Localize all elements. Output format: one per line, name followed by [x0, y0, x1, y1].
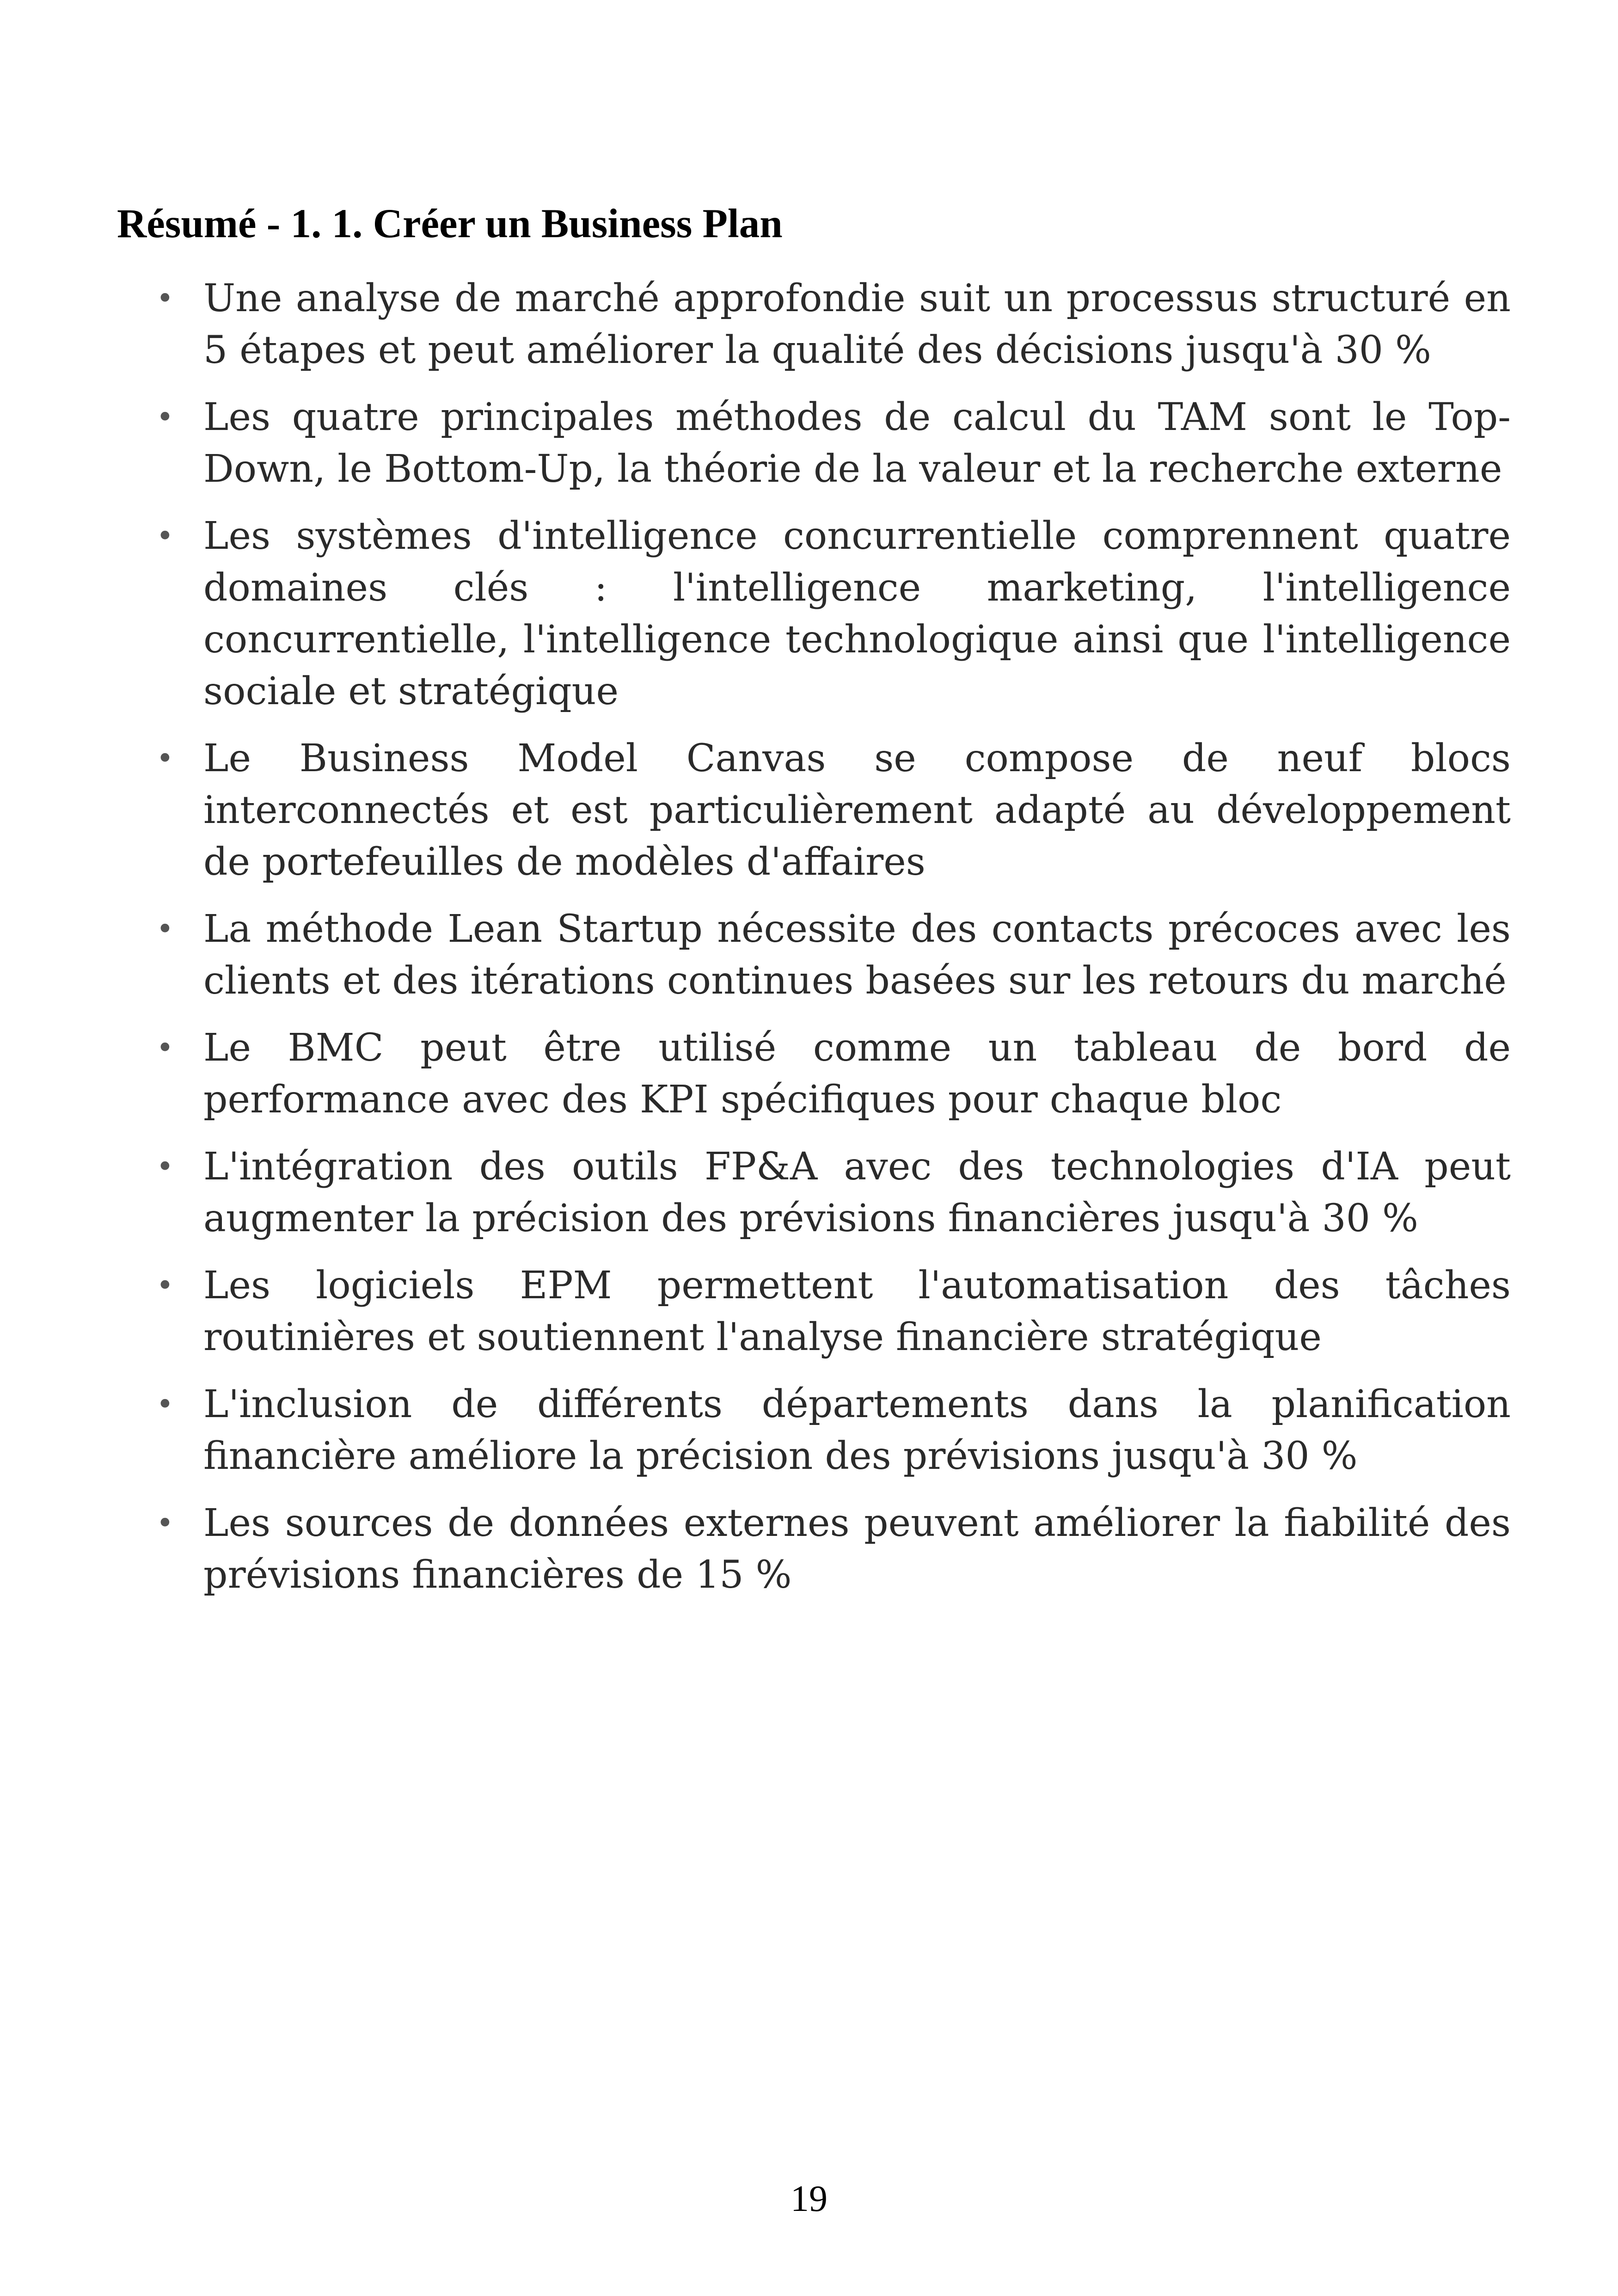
bullet-icon: • — [156, 912, 174, 946]
bullet-icon: • — [156, 1150, 174, 1184]
bullet-text: La méthode Lean Startup nécessite des contacts précoces avec les clients et des itérations continues basées sur les retours du marché — [203, 907, 1511, 1003]
section-heading: Résumé - 1. 1. Créer un Business Plan — [117, 201, 783, 246]
list-item — [156, 1022, 1511, 1126]
bullet-text: L'intégration des outils FP&A avec des technologies d'IA peut augmenter la précision des prévisions financières jusqu'à 30 % — [203, 1145, 1511, 1240]
bullet-icon: • — [156, 400, 174, 435]
bullet-text: Les systèmes d'intelligence concurrentielle comprennent quatre domaines clés : l'intelligence marketing, l'intelligence concurrentielle, l'intelligence technologique ainsi que l'intelligence sociale et stratégique — [203, 514, 1511, 713]
bullet-text: L'inclusion de différents départements dans la planification financière améliore la précision des prévisions jusqu'à 30 % — [203, 1382, 1511, 1478]
bullet-text: Le BMC peut être utilisé comme un tableau de bord de performance avec des KPI spécifiques pour chaque bloc — [203, 1026, 1511, 1122]
list-item — [156, 273, 1511, 376]
list-item — [156, 733, 1511, 888]
bullet-icon: • — [156, 519, 174, 553]
bullet-text: Les sources de données externes peuvent améliorer la fiabilité des prévisions financières de 15 % — [203, 1501, 1511, 1597]
list-item — [156, 903, 1511, 1007]
list-item — [156, 510, 1511, 718]
bullet-icon: • — [156, 1387, 174, 1422]
bullet-text: Les quatre principales méthodes de calcul du TAM sont le Top-Down, le Bottom-Up, la théorie de la valeur et la recherche externe — [203, 395, 1511, 491]
list-item — [156, 1498, 1511, 1601]
list-item — [156, 1141, 1511, 1245]
list-item — [156, 1260, 1511, 1363]
bullet-text: Les logiciels EPM permettent l'automatisation des tâches routinières et soutiennent l'analyse financière stratégique — [203, 1264, 1511, 1359]
bullet-icon: • — [156, 742, 174, 776]
summary-bullet-list — [156, 273, 1511, 1616]
bullet-text: Le Business Model Canvas se compose de neuf blocs interconnectés et est particulièrement adapté au développement de portefeuilles de modèles d'affaires — [203, 737, 1511, 884]
bullet-icon: • — [156, 1031, 174, 1065]
list-item — [156, 392, 1511, 495]
bullet-icon: • — [156, 1269, 174, 1303]
bullet-text: Une analyse de marché approfondie suit un processus structuré en 5 étapes et peut améliorer la qualité des décisions jusqu'à 30 % — [203, 276, 1511, 372]
bullet-icon: • — [156, 282, 174, 316]
list-item — [156, 1379, 1511, 1482]
page-number: 19 — [791, 2179, 827, 2219]
bullet-icon: • — [156, 1506, 174, 1541]
